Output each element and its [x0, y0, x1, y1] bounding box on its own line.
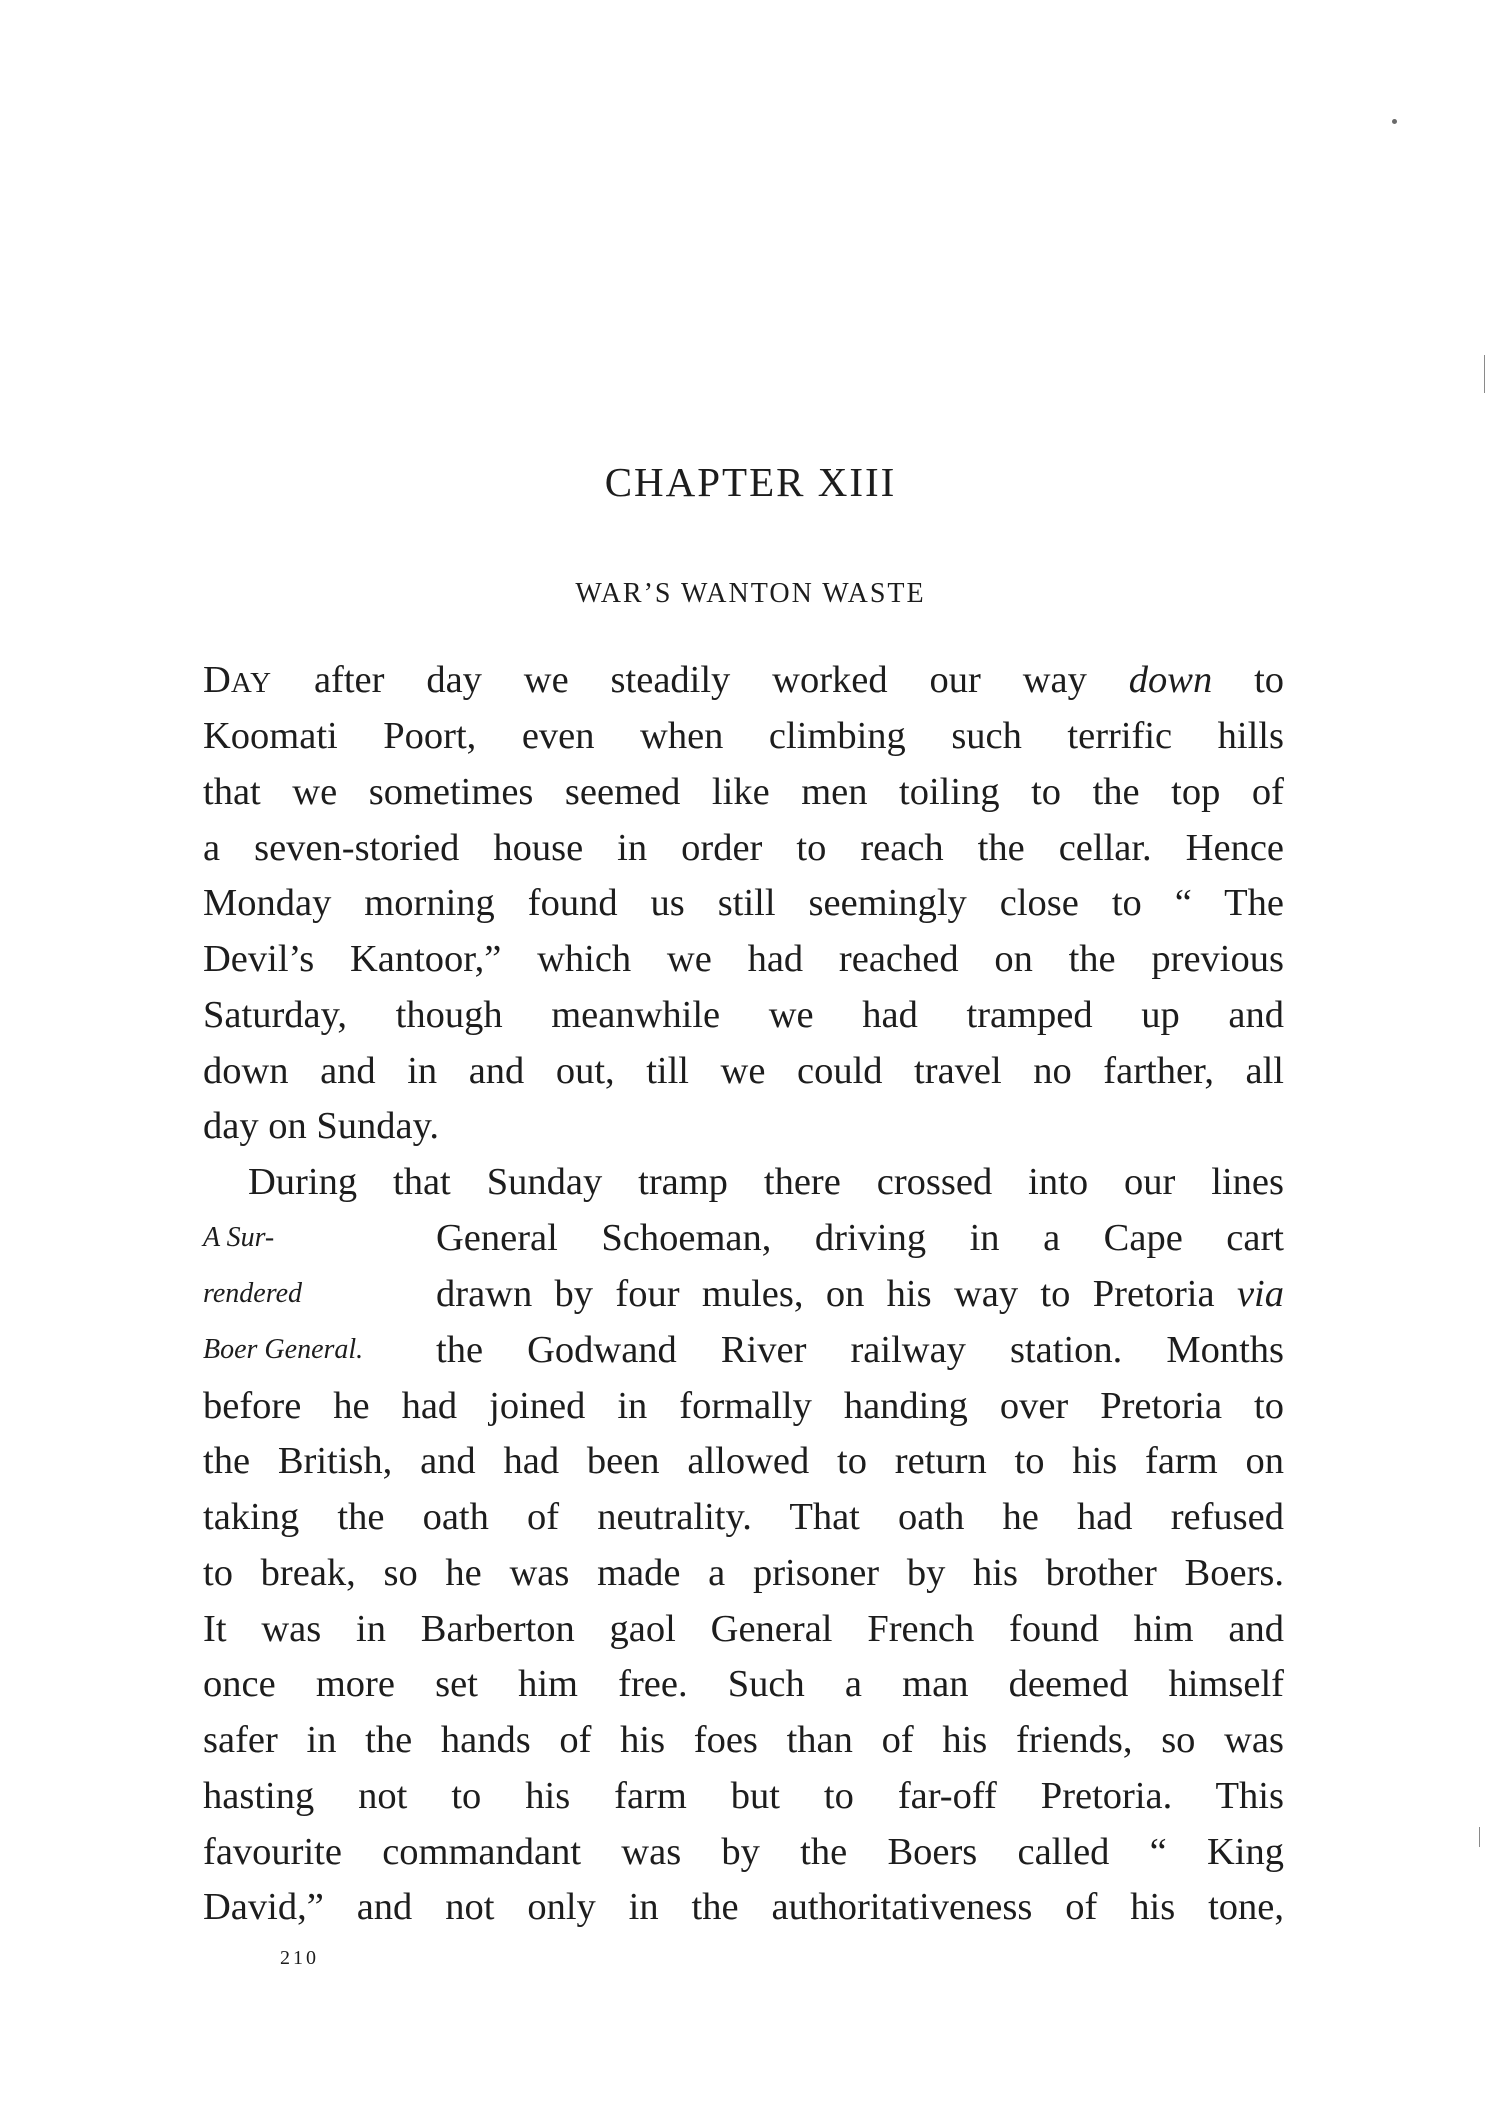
body-line: Koomati Poort, even when climbing such terrific hills	[203, 715, 1284, 757]
body-line: Devil’s Kantoor,” which we had reached on the previous	[203, 938, 1284, 980]
margin-note: Boer General.	[203, 1334, 364, 1365]
emphasis: down	[1128, 659, 1213, 701]
body-line: day on Sunday.	[203, 1105, 439, 1147]
margin-note: rendered	[203, 1278, 302, 1309]
body-line: a seven-storied house in order to reach the cellar. Hence	[203, 827, 1284, 869]
body-line: hasting not to his farm but to far-off Pretoria. This	[203, 1775, 1284, 1817]
scan-mark	[1484, 355, 1485, 393]
body-line: Saturday, though meanwhile we had tramped up and	[203, 994, 1284, 1036]
body-line: before he had joined in formally handing over Pretoria to	[203, 1385, 1284, 1427]
body-line	[436, 1266, 1284, 1322]
line-text: after day we steadily worked our way	[313, 659, 1087, 701]
body-line: to break, so he was made a prisoner by his brother Boers.	[203, 1552, 1284, 1594]
body-line: the Godwand River railway station. Months	[436, 1329, 1284, 1371]
dropcap-word: DAY	[203, 659, 273, 701]
body-line: that we sometimes seemed like men toiling to the top of	[203, 771, 1284, 813]
body-line: It was in Barberton gaol General French found him and	[203, 1608, 1284, 1650]
scan-speck	[1392, 119, 1397, 124]
body-line: favourite commandant was by the Boers called “ King	[203, 1831, 1284, 1873]
chapter-title: WAR’S WANTON WASTE	[575, 578, 926, 609]
body-line: the British, and had been allowed to return to his farm on	[203, 1440, 1284, 1482]
body-line: During that Sunday tramp there crossed into our lines	[248, 1161, 1284, 1203]
page-number: 210	[280, 1947, 319, 1969]
body-line: taking the oath of neutrality. That oath he had refused	[203, 1496, 1284, 1538]
body-line: Monday morning found us still seemingly close to “ The	[203, 882, 1284, 924]
body-line: once more set him free. Such a man deemed himself	[203, 1663, 1284, 1705]
line-text: to	[1254, 659, 1285, 701]
line-text: drawn by four mules, on his way to Pretoria	[436, 1273, 1215, 1315]
margin-note: A Sur-	[203, 1222, 275, 1253]
body-line: David,” and not only in the authoritativeness of his tone,	[203, 1886, 1284, 1928]
body-line: safer in the hands of his foes than of his friends, so was	[203, 1719, 1284, 1761]
chapter-number: CHAPTER XIII	[604, 459, 897, 505]
scan-mark	[1479, 1827, 1480, 1847]
body-line: General Schoeman, driving in a Cape cart	[436, 1217, 1284, 1259]
emphasis: via	[1236, 1273, 1285, 1315]
body-line: down and in and out, till we could travel no farther, all	[203, 1050, 1284, 1092]
body-line	[203, 652, 1284, 708]
